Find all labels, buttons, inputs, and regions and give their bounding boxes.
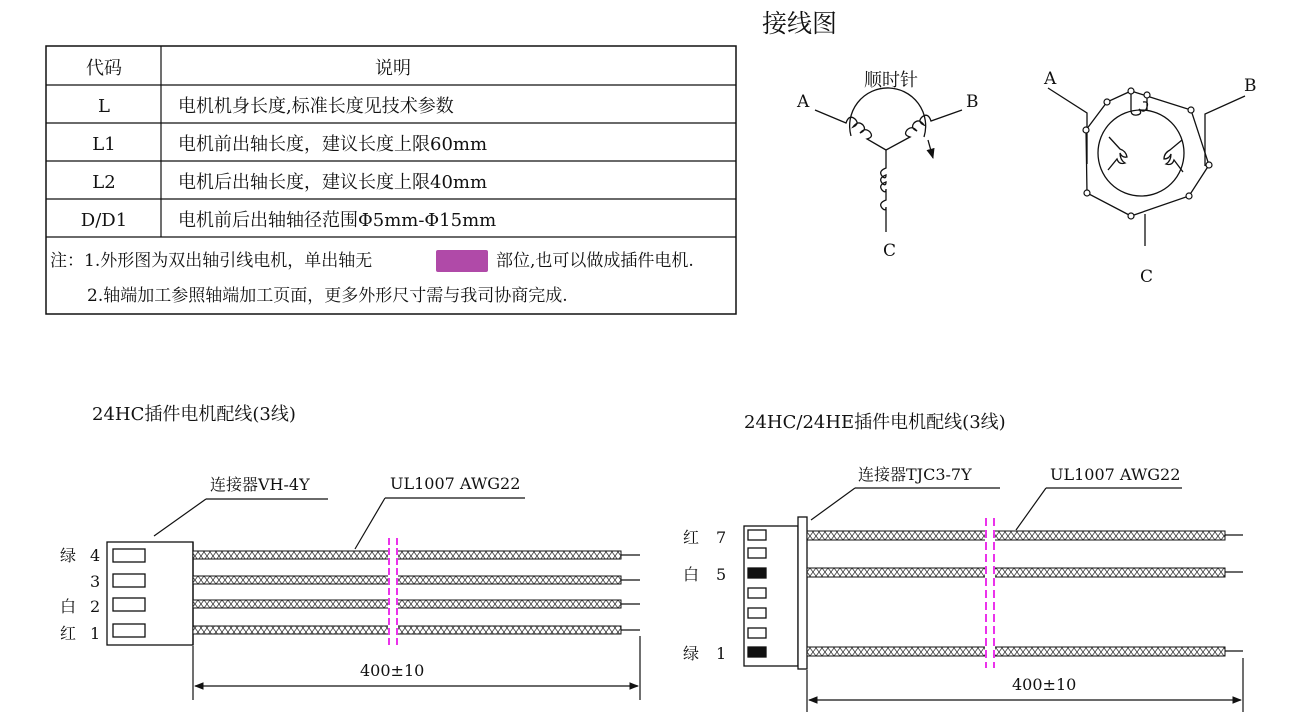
- pin-number-label: 4: [90, 546, 101, 565]
- wire: [807, 647, 1225, 656]
- table-note-line1-start: 注：1.外形图为双出轴引线电机，单出轴无: [50, 251, 373, 271]
- table-code-cell: L2: [92, 172, 116, 193]
- wire: [807, 568, 1225, 577]
- terminal-a-lead: [1048, 88, 1087, 164]
- clockwise-arrow: [928, 140, 933, 158]
- wire: [193, 626, 621, 634]
- terminal-b-label: B: [1244, 76, 1257, 96]
- connector-flange: [798, 517, 807, 669]
- table-code-cell: D/D1: [80, 210, 128, 231]
- cable-spec-label: UL1007 AWG22: [1050, 465, 1181, 484]
- pin-number-label: 1: [716, 644, 727, 663]
- wire: [193, 600, 621, 608]
- tjc3-7y-connector: [744, 517, 807, 669]
- connector-pin-slot: [113, 598, 145, 611]
- pin-color-label: 绿: [60, 546, 77, 565]
- table-note-line1-end: 部位,也可以做成插件电机.: [496, 251, 694, 271]
- cable-leader-line: [355, 498, 385, 549]
- connector-pin-slot: [748, 608, 766, 618]
- connector-pin-slot: [748, 530, 766, 540]
- left-wire-bundle: [193, 538, 640, 646]
- table-header-code: 代码: [86, 58, 122, 79]
- highlight-swatch: [436, 250, 488, 272]
- connector-label: 连接器TJC3-7Y: [858, 465, 972, 484]
- phase-b-coil: [886, 110, 962, 150]
- table-desc-cell: 电机后出轴长度，建议长度上限40mm: [178, 172, 488, 193]
- table-header-desc: 说明: [375, 58, 411, 79]
- pin-number-label: 1: [90, 624, 101, 643]
- length-dimension: 400±10: [360, 661, 425, 680]
- right-wire-bundle: [807, 518, 1243, 668]
- stator-circle: [1098, 110, 1184, 196]
- table-desc-cell: 电机前后出轴轴径范围Φ5mm-Φ15mm: [178, 210, 497, 231]
- clockwise-label: 顺时针: [864, 70, 918, 91]
- table-desc-cell: 电机前出轴长度，建议长度上限60mm: [178, 134, 488, 155]
- delta-connection-diagram: [1048, 88, 1245, 246]
- connector-leader-line: [811, 488, 855, 520]
- connector-label: 连接器VH-4Y: [210, 475, 310, 494]
- wire: [807, 531, 1225, 540]
- wire: [193, 576, 621, 584]
- cable-leader-line: [1016, 488, 1046, 530]
- terminal-c-label: C: [1140, 267, 1154, 287]
- pin-color-label: 白: [683, 565, 700, 584]
- connector-pin-slot: [748, 628, 766, 638]
- terminal-b-lead: [1205, 96, 1245, 166]
- coil-left: [1108, 137, 1127, 170]
- table-note-line2: 2.轴端加工参照轴端加工页面，更多外形尺寸需与我司协商完成.: [87, 286, 568, 306]
- coil-right: [1164, 140, 1183, 172]
- terminal-b-label: B: [966, 92, 979, 112]
- terminal-a-label: A: [1044, 69, 1057, 89]
- pin-color-label: 绿: [683, 644, 700, 663]
- table-desc-cell: 电机机身长度,标准长度见技术参数: [178, 96, 454, 117]
- terminal-c-label: C: [883, 241, 897, 261]
- table-code-cell: L1: [92, 134, 116, 155]
- connector-pin-slot: [748, 647, 766, 657]
- star-connection-diagram: [815, 88, 962, 232]
- pin-number-label: 2: [90, 597, 101, 616]
- connector-pin-slot: [748, 548, 766, 558]
- pin-number-label: 5: [716, 565, 727, 584]
- pin-color-label: 白: [60, 597, 77, 616]
- phase-c-coil: [881, 150, 886, 232]
- pin-color-label: 红: [60, 624, 77, 643]
- cable-spec-label: UL1007 AWG22: [390, 474, 521, 493]
- connector-leader-line: [154, 499, 206, 536]
- length-dimension: 400±10: [1012, 675, 1077, 694]
- right-harness-title: 24HC/24HE插件电机配线(3线): [744, 412, 1006, 433]
- wire: [193, 551, 621, 559]
- connector-pin-slot: [113, 549, 145, 562]
- vh-4y-connector: [107, 542, 193, 645]
- pin-number-label: 7: [716, 528, 727, 547]
- wiring-diagram-title: 接线图: [762, 9, 838, 38]
- pin-number-label: 3: [90, 572, 101, 591]
- connector-pin-slot: [748, 588, 766, 598]
- left-harness-title: 24HC插件电机配线(3线): [92, 404, 296, 425]
- terminal-a-label: A: [797, 92, 810, 112]
- connector-pin-slot: [748, 568, 766, 578]
- table-code-cell: L: [98, 96, 110, 117]
- connector-pin-slot: [113, 574, 145, 587]
- pin-color-label: 红: [683, 528, 700, 547]
- connector-pin-slot: [113, 624, 145, 637]
